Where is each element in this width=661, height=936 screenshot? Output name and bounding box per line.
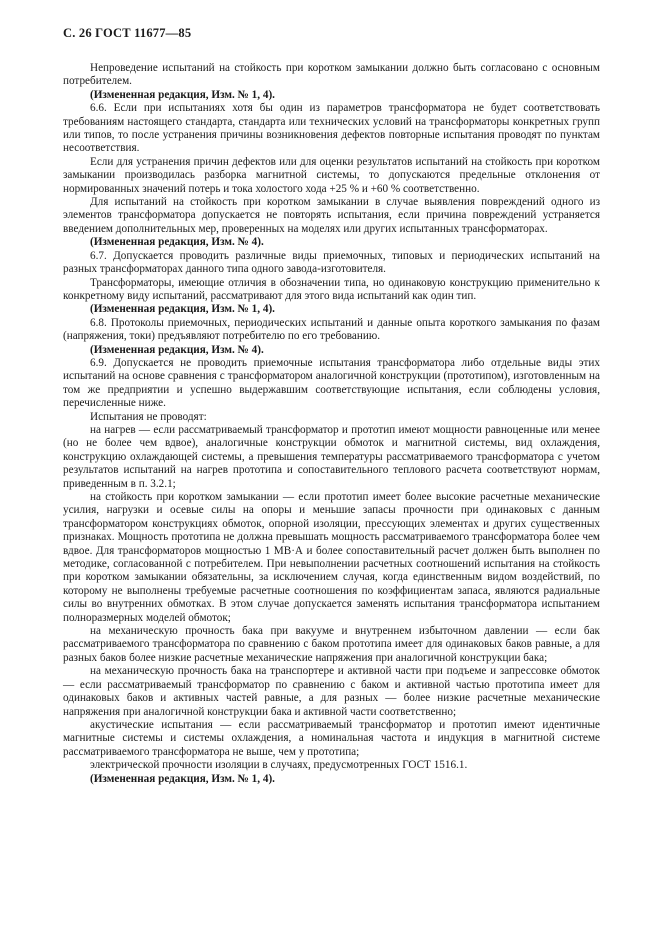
paragraph: Трансформаторы, имеющие отличия в обозначении типа, но одинаковую конструкцию применительно к конкретному виду испытаний, рассматривают для этого вида испытаний как один тип. — [63, 276, 600, 302]
paragraph: Испытания не проводят: — [90, 410, 207, 423]
paragraph: на стойкость при коротком замыкании — если прототип имеет более высокие расчетные механические усилия, нагрузки и осевые силы на опоры и меньшие запасы прочности при одинаковых с данным трансформатором конструкциях обмоток, опорной изоляции, прессующих элементах и других существенных признаках. Мощность прототипа не должна превышать мощность рассматриваемого трансформатора более чем вдвое. Для трансформаторов мощностью 1 МВ·А и более сопоставительный расчет должен быть выполнен по методике, согласованной с потребителем. При невыполнении расчетных соотношений испытания на стойкость при коротком замыкании обязательны, за исключением случая, когда единственным видом воздействий, по которому не выполнены требуемые расчетные соотношения по коэффициентам запаса, являются радиальные силы во внутренних обмотках. В этом случае допускается заменять испытания трансформатора испытанием полноразмерных моделей обмоток; — [63, 491, 600, 624]
paragraph: 6.7. Допускается проводить различные виды приемочных, типовых и периодических испытаний на разных трансформаторах данного типа одного завода-изготовителя. — [63, 249, 600, 276]
paragraph: 6.8. Протоколы приемочных, периодических испытаний и данные опыта короткого замыкания по фазам (напряжения, токи) предъявляют потребителю по его требованию. — [63, 316, 600, 343]
amendment-note: (Измененная редакция, Изм. № 1, 4). — [90, 772, 275, 785]
amendment-note: (Измененная редакция, Изм. № 1, 4). — [90, 88, 275, 101]
document-body — [63, 62, 600, 786]
paragraph: 6.9. Допускается не проводить приемочные испытания трансформатора либо отдельные виды этих испытаний на основе сравнения с трансформатором аналогичной конструкции (прототипом), изготовленным на том же предприятии и успешно выдержавшим соответствующие испытания, если соблюдены условия, перечисленные ниже. — [63, 356, 600, 410]
paragraph: электрической прочности изоляции в случаях, предусмотренных ГОСТ 1516.1. — [90, 759, 468, 772]
paragraph: на механическую прочность бака при вакууме и внутреннем избыточном давлении — если бак рассматриваемого трансформатора по сравнению с баком прототипа имеет для одинаковых баков равные, а для разных баков более низкие расчетные механические напряжения при аналогичной конструкции бака; — [63, 625, 600, 664]
amendment-note: (Измененная редакция, Изм. № 4). — [90, 343, 264, 356]
amendment-note: (Измененная редакция, Изм. № 4). — [90, 236, 264, 249]
paragraph: 6.6. Если при испытаниях хотя бы один из параметров трансформатора не будет соответствовать требованиям настоящего стандарта, стандарта или технических условий на трансформаторы конкретных групп или типов, то после устранения причины возникновения дефектов повторные испытания проводят по пунктам несоответствия. — [63, 102, 600, 155]
paragraph: на механическую прочность бака на транспортере и активной части при подъеме и запрессовке обмоток — если рассматриваемый трансформатор по сравнению с баком и активной частью прототипа имеет для одинаковых баков и активных частей равные, а для разных — более низкие расчетные механические напряжения при аналогичной конструкции бака и активной части соответственно; — [63, 665, 600, 718]
paragraph: на нагрев — если рассматриваемый трансформатор и прототип имеют мощности равноценные или менее (но не более чем вдвое), аналогичные конструкции обмоток и магнитной системы, вид охлаждения, конструкцию охлаждающей системы, а превышения температуры рассматриваемого трансформатора с учетом результатов испытаний на нагрев прототипа и сопоставительного теплового расчета соответствуют нормам, приведенным в п. 3.2.1; — [63, 423, 600, 490]
paragraph: Для испытаний на стойкость при коротком замыкании в случае выявления повреждений одного из элементов трансформатора допускается не повторять испытания, если причина повреждений устраняется введением дополнительных мер, проверенных на моделях или других испытанных трансформаторах. — [63, 196, 600, 235]
paragraph: Если для устранения причин дефектов или для оценки результатов испытаний на стойкость при коротком замыкании производилась разборка магнитной системы, то допускаются предельные отклонения от нормированных значений потерь и тока холостого хода +25 % и +60 % соответственно. — [63, 155, 600, 195]
document-page — [63, 26, 600, 786]
paragraph: акустические испытания — если рассматриваемый трансформатор и прототип имеют идентичные магнитные системы и системы охлаждения, а номинальная частота и индукция в магнитной системе рассматриваемого трансформатора не выше, чем у прототипа; — [63, 718, 600, 758]
amendment-note: (Измененная редакция, Изм. № 1, 4). — [90, 303, 275, 316]
page-header: С. 26 ГОСТ 11677—85 — [63, 26, 192, 40]
paragraph: Непроведение испытаний на стойкость при коротком замыкании должно быть согласовано с основным потребителем. — [63, 62, 600, 88]
